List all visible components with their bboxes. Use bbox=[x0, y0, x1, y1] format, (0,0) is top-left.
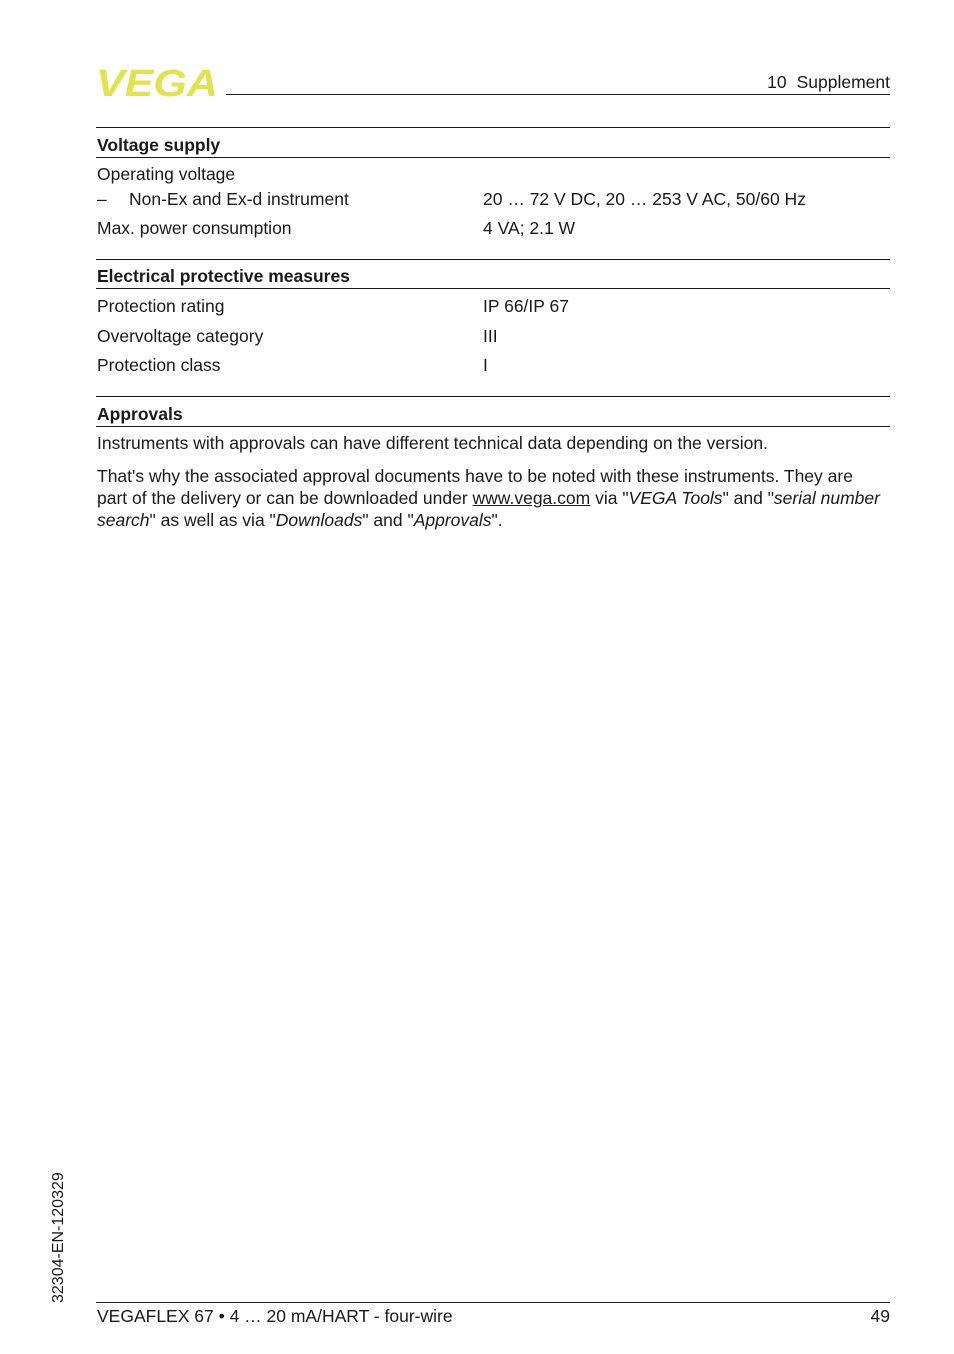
protection-class-value: I bbox=[483, 355, 488, 375]
approvals-term: Approvals bbox=[413, 510, 492, 530]
approvals-heading: Approvals bbox=[97, 404, 183, 424]
footer-product: VEGAFLEX 67 • 4 … 20 mA/HART - four-wire bbox=[97, 1306, 453, 1326]
vega-tools-term: VEGA Tools bbox=[628, 488, 723, 508]
page-number: 49 bbox=[870, 1306, 890, 1326]
section-rule-top bbox=[96, 396, 890, 397]
protection-class-label: Protection class bbox=[97, 355, 221, 375]
non-ex-value: 20 … 72 V DC, 20 … 253 V AC, 50/60 Hz bbox=[483, 189, 806, 209]
document-code: 32304-EN-120329 bbox=[50, 1172, 67, 1303]
section-rule-top bbox=[96, 259, 890, 260]
non-ex-label: Non-Ex and Ex-d instrument bbox=[129, 189, 349, 209]
approvals-paragraph-2: That's why the associated approval documents have to be noted with these instruments. They are part of the delivery or can be downloaded under www.vega.com via "VEGA Tools" and "serial number search" as well as via "Downloads" and "Approvals". bbox=[97, 466, 880, 530]
header-rule bbox=[226, 94, 890, 95]
electrical-protection-heading: Electrical protective measures bbox=[97, 266, 350, 286]
power-consumption-value: 4 VA; 2.1 W bbox=[483, 218, 576, 238]
section-number: 10 bbox=[767, 72, 787, 92]
section-title: Supplement bbox=[796, 72, 890, 92]
protection-rating-value: IP 66/IP 67 bbox=[483, 296, 569, 316]
vega-logo bbox=[96, 66, 220, 98]
serial-search-term: serial number search bbox=[97, 488, 880, 530]
section-rule-top bbox=[96, 127, 890, 128]
logo-text: VEGA bbox=[96, 66, 218, 98]
operating-voltage-label: Operating voltage bbox=[97, 164, 236, 184]
header-section bbox=[767, 72, 890, 93]
footer-rule bbox=[96, 1302, 890, 1303]
approvals-paragraph-1: Instruments with approvals can have different technical data depending on the version. bbox=[97, 433, 768, 453]
section-rule-bottom bbox=[96, 157, 890, 158]
downloads-term: Downloads bbox=[275, 510, 363, 530]
voltage-supply-heading: Voltage supply bbox=[97, 135, 221, 155]
overvoltage-category-label: Overvoltage category bbox=[97, 326, 264, 346]
protection-rating-label: Protection rating bbox=[97, 296, 225, 316]
section-rule-bottom bbox=[96, 288, 890, 289]
power-consumption-label: Max. power consumption bbox=[97, 218, 292, 238]
overvoltage-category-value: III bbox=[483, 326, 498, 346]
list-dash: – bbox=[97, 189, 107, 209]
vega-website-link[interactable]: www.vega.com bbox=[472, 488, 591, 508]
section-rule-bottom bbox=[96, 426, 890, 427]
